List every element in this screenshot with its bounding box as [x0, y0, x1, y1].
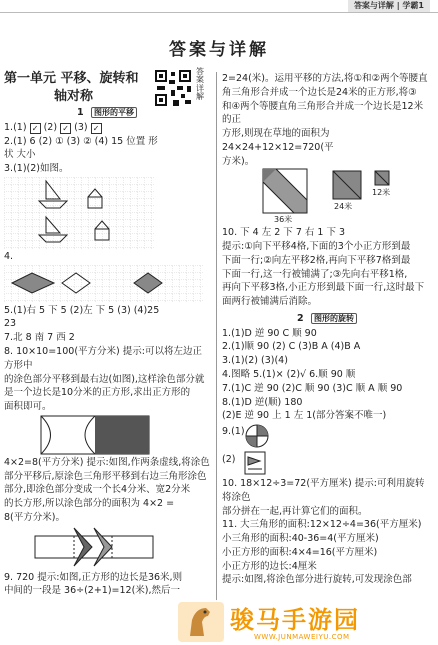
section-heading-rotation — [222, 312, 432, 326]
checkmark-box-icon: ✓ — [60, 123, 71, 134]
grid-figure-sailboats — [4, 177, 154, 249]
answer-line-s8: 10. 18×12÷3=72(平方厘米) 提示:可利用旋转将涂色 — [222, 478, 425, 503]
answer-line-s1: 1.(1)D 逆 90 C 顺 90 — [222, 327, 317, 339]
answer-line-s9: 11. 大三角形的面积:12×12÷4=36(平方厘米) — [222, 519, 422, 531]
answer-line-s6b: (2)E 逆 90 上 1 左 1(部分答案不唯一) — [222, 410, 387, 422]
answer-line-r1e: 方米)。 — [222, 155, 255, 167]
answer-line-r1d: 方形,则现在草地的面积为 24×24+12×12=720(平 — [222, 128, 334, 153]
horse-logo-icon — [178, 602, 224, 642]
section-heading-translation — [4, 106, 210, 120]
rotation-figures — [222, 423, 432, 477]
figure-square-24 — [332, 170, 362, 200]
answer-line-r10d: 下面一行,这一行被铺满了;③先向右平移1格, — [222, 268, 408, 280]
answer-line-9d: 的长方形,所以涂色部分的面积为 4×2 = — [4, 498, 175, 510]
answer-line-s7: 9.(1) — [222, 426, 245, 438]
section-number: 1 — [77, 107, 84, 119]
answer-line-s6: 8.(1)D 逆(顺) 180 — [222, 396, 303, 408]
figure-square-shaded — [40, 415, 150, 455]
answer-line-9: 4×2=8(平方分米) 提示:如图,作两条虚线,将涂色 — [4, 456, 210, 468]
answer-line-s9b: 小三角形的面积:40-36=4(平方厘米) — [222, 533, 379, 545]
figure-square-12 — [374, 170, 390, 186]
answer-line-s7b: (2) — [222, 454, 236, 466]
checkmark-box-icon: ✓ — [91, 123, 102, 134]
section-name: 图形的平移 — [91, 107, 137, 118]
unit-title-line2: 轴对称 — [54, 88, 94, 104]
section-name: 图形的旋转 — [311, 313, 357, 324]
figure-square-36 — [262, 168, 308, 214]
running-header: 答案与详解 | 学霸1 — [348, 0, 430, 12]
answer-line-s9c: 小正方形的面积:4×4=16(平方厘米) — [222, 546, 378, 558]
label-24m: 24米 — [334, 202, 353, 212]
answer-line-1: 1.(1) ✓ (2) ✓ (3) ✓ — [4, 121, 210, 135]
answer-line-r10e: 再向下平移3格,小正方形到最下面一行,这时最下 — [222, 282, 425, 294]
answer-line-r10b: 提示:①向下平移4格,下面的3个小正方形到最 — [222, 241, 411, 253]
figure-pie-circle — [244, 423, 270, 449]
answer-line-s2: 2.(1)顺 90 (2) C (3)B A (4)B A — [222, 341, 361, 353]
answer-line-5: 5.(1)右 5 下 5 (2)左 下 5 (3) (4)25 — [4, 304, 160, 316]
unit-title-line1: 第一单元 平移、旋转和 — [4, 71, 139, 86]
checkmark-box-icon: ✓ — [30, 123, 41, 134]
qr-label: 答案详解 — [196, 67, 204, 102]
answer-line-9b: 部分平移后,原涂色三角形平移到右边三角形涂色 — [4, 470, 207, 482]
label-36m: 36米 — [274, 215, 293, 225]
answer-line-3: 3.(1)(2)如图。 — [4, 163, 69, 175]
answer-line-s9d: 小正方形的边长:4厘米 — [222, 560, 317, 572]
answer-line-2b: 状 大小 — [4, 149, 36, 161]
answer-line-5b: 23 — [4, 318, 17, 330]
answer-line-s9e: 提示:如图,将涂色部分进行旋转,可发现涂色部 — [222, 574, 412, 586]
answer-line-r1: 2=24(米)。运用平移的方法,将①和②两个等腰直 — [222, 73, 428, 84]
figure-arrow-shape — [34, 526, 154, 570]
column-divider — [216, 72, 217, 640]
page-title: 答案与详解 — [169, 40, 269, 60]
top-bar — [0, 0, 438, 13]
right-column — [222, 72, 432, 587]
answer-line-r1c: 和④两个等腰直角三角形合并成一个边长是12米的正 — [222, 100, 424, 126]
answer-line-r10: 10. 下 4 左 2 下 7 右 1 下 3 — [222, 227, 346, 239]
answer-line-r10c: 下面一行;②向左平移2格,再向下平移7格到最 — [222, 254, 411, 266]
answer-line-10: 9. 720 提示:如图,正方形的边长是36米,则 — [4, 571, 183, 583]
answer-line-s3: 3.(1)(2) (3)(4) — [222, 355, 288, 367]
answer-line-s4: 4.图略 5.(1)× (2)√ 6.顺 90 顺 — [222, 369, 356, 381]
answer-line-7: 7.北 8 南 7 西 2 — [4, 332, 75, 344]
left-column — [4, 67, 210, 598]
watermark-text: 骏马手游园 — [230, 606, 360, 634]
qr-code-icon[interactable] — [153, 68, 193, 108]
label-12m: 12米 — [372, 188, 391, 198]
grid-figure-diamonds — [4, 265, 204, 303]
answer-line-8d: 面积即可。 — [4, 401, 52, 413]
answer-line-r1b: 角三角形合并成一个边长是24米的正方形,将③ — [222, 86, 417, 98]
figure-squares-group — [222, 168, 432, 226]
answer-line-4: 4. — [4, 250, 14, 262]
answer-line-2: 2.(1) 6 (2) ① (3) ② (4) 15 位置 形 — [4, 135, 158, 147]
answer-line-s8b: 部分拼在一起,再计算它们的面积。 — [222, 505, 368, 517]
answer-line-9e: 8(平方分米)。 — [4, 511, 65, 523]
figure-flag-rotated — [244, 451, 266, 475]
answer-line-8b: 的涂色部分平移到最右边(如图),这样涂色部分就 — [4, 373, 205, 385]
answer-line-9c: 部分,即涂色部分变成一个长4分米、宽2分米 — [4, 484, 191, 496]
section-number: 2 — [297, 312, 304, 324]
answer-line-8: 8. 10×10=100(平方分米) 提示:可以将左边正方形中 — [4, 345, 202, 371]
answer-line-8c: 是一个边长是10分米的正方形,求出正方形的 — [4, 387, 191, 399]
answer-line-s5: 7.(1)C 逆 90 (2)C 顺 90 (3)C 顺 A 顺 90 — [222, 382, 403, 394]
watermark-banner — [170, 600, 438, 645]
answer-line-10b: 中间的一段是 36÷(2+1)=12(米),然后一 — [4, 585, 181, 597]
answer-line-r10f: 面两行被铺满后消除。 — [222, 296, 318, 308]
watermark-url: WWW.JUNMAWEIYU.COM — [254, 633, 350, 641]
